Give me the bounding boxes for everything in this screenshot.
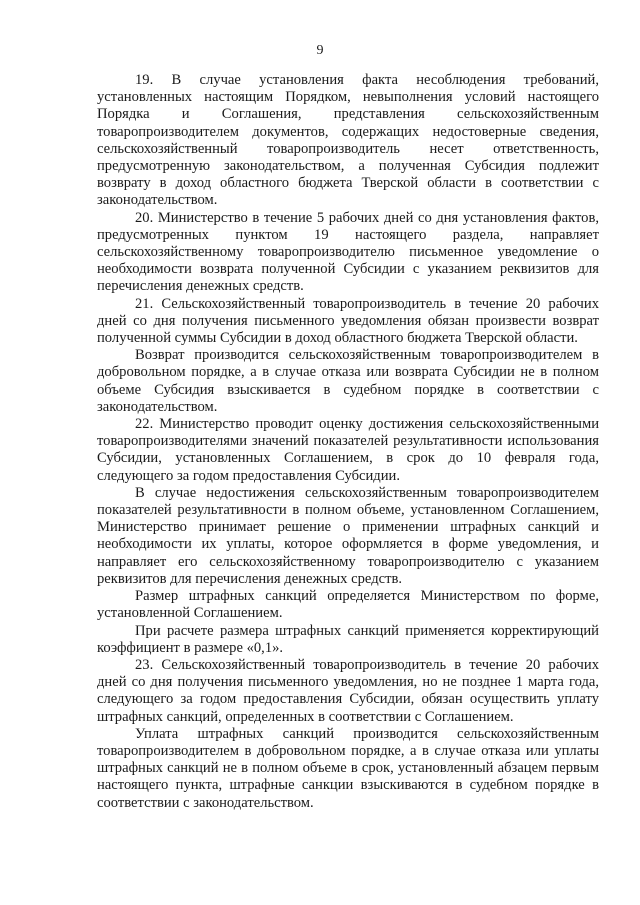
paragraph-23: 23. Сельскохозяйственный товаропроизводитель в течение 20 рабочих дней со дня получения письменного уведомления, но не позднее 1 марта года, следующего за годом предоставления Субсидии, обязан осуществить уплату штрафных санкций, определенных в соответствии с Соглашением. [97, 656, 599, 725]
paragraph-19: 19. В случае установления факта несоблюдения требований, установленных настоящим Порядком, невыполнения условий настоящего Порядка и Соглашения, представления сельскохозяйственным товаропроизводителем документов, содержащих недостоверные сведения, сельскохозяйственный товаропроизводитель несет ответственность, предусмотренную законодательством, а полученная Субсидия подлежит возврату в доход областного бюджета Тверской области в соответствии с законодательством. [97, 72, 599, 209]
paragraph-22: 22. Министерство проводит оценку достижения сельскохозяйственными товаропроизводителями значений показателей результативности использования Субсидии, установленных Соглашением, в срок до 10 февраля года, следующего за годом предоставления Субсидии. [97, 416, 599, 484]
paragraph-21: 21. Сельскохозяйственный товаропроизводитель в течение 20 рабочих дней со дня получения письменного уведомления обязан произвести возврат полученной суммы Субсидии в доход областного бюджета Тверской области. [97, 295, 599, 347]
paragraph-20: 20. Министерство в течение 5 рабочих дней со дня установления фактов, предусмотренных пунктом 19 настоящего раздела, направляет сельскохозяйственному товаропроизводителю письменное уведомление о необходимости возврата полученной Субсидии с указанием реквизитов для перечисления денежных средств. [97, 209, 599, 295]
page-number: 9 [316, 43, 324, 58]
paragraph-22-penalty: В случае недостижения сельскохозяйственным товаропроизводителем показателей результативности в полном объеме, установленном Соглашением, Министерство принимает решение о применении штрафных санкций и необходимости их уплаты, которое оформляется в форме уведомления, и направляет его сельскохозяйственному товаропроизводителю с указанием реквизитов для перечисления денежных средств. [97, 484, 599, 587]
paragraph-23-payment: Уплата штрафных санкций производится сельскохозяйственным товаропроизводителем в добровольном порядке, а в случае отказа или уплаты штрафных санкций не в полном объеме в срок, установленный абзацем первым настоящего пункта, штрафные санкции взыскиваются в судебном порядке в соответствии с законодательством. [97, 725, 599, 811]
paragraph-22-penalty-size: Размер штрафных санкций определяется Министерством по форме, установленной Соглашением. [97, 588, 599, 622]
document-body [97, 72, 599, 812]
paragraph-22-coefficient: При расчете размера штрафных санкций применяется корректирующий коэффициент в размере «0,1». [97, 622, 599, 656]
paragraph-21-refund: Возврат производится сельскохозяйственным товаропроизводителем в добровольном порядке, а в случае отказа или возврата Субсидии не в полном объеме Субсидия взыскивается в судебном порядке в соответствии с законодательством. [97, 347, 599, 415]
